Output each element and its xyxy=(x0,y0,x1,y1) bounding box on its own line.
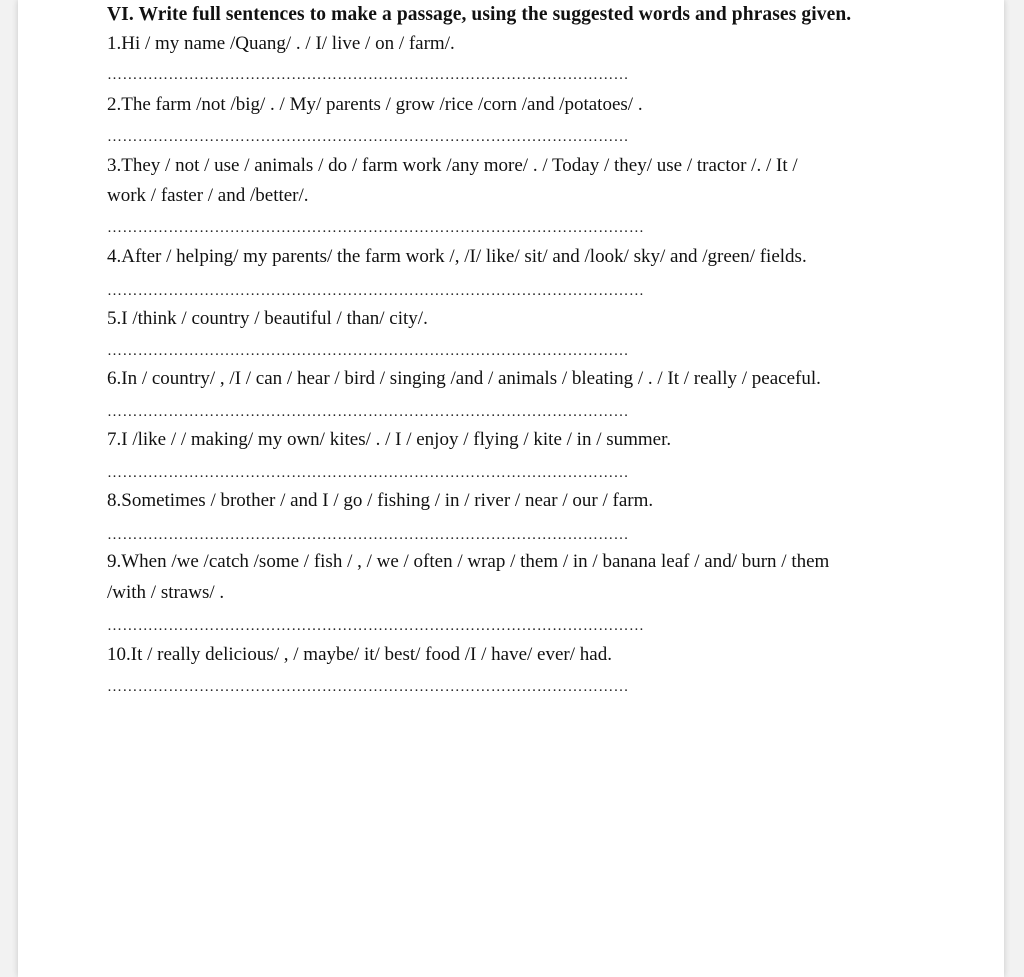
item-7-prompt: 7.I /like / / making/ my own/ kites/ . / I / enjoy / flying / kite / in / summer. xyxy=(107,429,672,450)
item-10-answer-line[interactable]: ………………………………………………………………………………………… xyxy=(107,680,629,694)
item-5-answer-line[interactable]: ………………………………………………………………………………………… xyxy=(107,344,629,358)
item-5-prompt: 5.I /think / country / beautiful / than/ city/. xyxy=(107,308,428,329)
item-3-answer-line[interactable]: …………………………………………………………………………………………… xyxy=(107,221,645,235)
item-10-prompt: 10.It / really delicious/ , / maybe/ it/ best/ food /I / have/ ever/ had. xyxy=(107,644,612,665)
item-6-answer-line[interactable]: ………………………………………………………………………………………… xyxy=(107,405,629,419)
item-8-answer-line[interactable]: ………………………………………………………………………………………… xyxy=(107,528,629,542)
item-7-answer-line[interactable]: ………………………………………………………………………………………… xyxy=(107,466,629,480)
item-9-answer-line[interactable]: …………………………………………………………………………………………… xyxy=(107,619,645,633)
item-9-prompt-line-2: /with / straws/ . xyxy=(107,582,225,603)
item-8-prompt: 8.Sometimes / brother / and I / go / fishing / in / river / near / our / farm. xyxy=(107,490,654,511)
item-4-answer-line[interactable]: …………………………………………………………………………………………… xyxy=(107,284,645,298)
item-6-prompt: 6.In / country/ , /I / can / hear / bird / singing /and / animals / bleating / . / It / really / peaceful. xyxy=(107,368,821,389)
item-2-answer-line[interactable]: ………………………………………………………………………………………… xyxy=(107,130,629,144)
exercise-heading: VI. Write full sentences to make a passage, using the suggested words and phrases given. xyxy=(107,4,852,25)
item-1-answer-line[interactable]: ………………………………………………………………………………………… xyxy=(107,68,629,82)
item-1-prompt: 1.Hi / my name /Quang/ . / I/ live / on / farm/. xyxy=(107,33,455,54)
item-3-prompt-line-1: 3.They / not / use / animals / do / farm work /any more/ . / Today / they/ use / tractor /. / It / xyxy=(107,155,798,176)
worksheet-page xyxy=(18,0,1004,977)
item-3-prompt-line-2: work / faster / and /better/. xyxy=(107,185,309,206)
item-2-prompt: 2.The farm /not /big/ . / My/ parents / grow /rice /corn /and /potatoes/ . xyxy=(107,94,643,115)
item-9-prompt-line-1: 9.When /we /catch /some / fish / , / we / often / wrap / them / in / banana leaf / and/ burn / them xyxy=(107,551,830,572)
item-4-prompt: 4.After / helping/ my parents/ the farm work /, /I/ like/ sit/ and /look/ sky/ and /green/ fields. xyxy=(107,246,807,267)
